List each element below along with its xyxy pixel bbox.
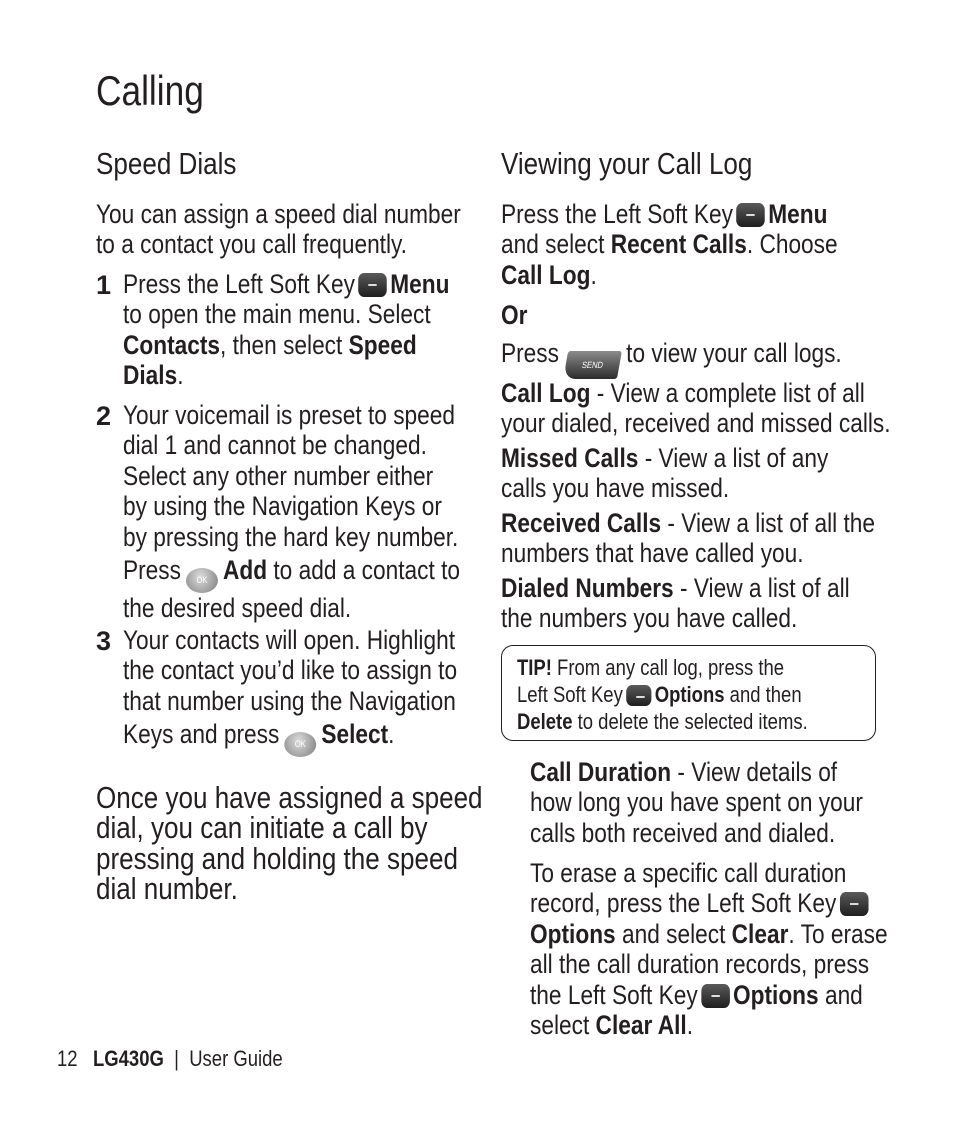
left-soft-key-icon — [736, 203, 765, 227]
step-2-text: Your voicemail is preset to speed dial 1 and cannot be changed. Select any other number either by using the Navigation Keys or by pressing the hard key number. Press OK Add to add a contact to the desired speed dial. — [123, 400, 460, 624]
step-number: 1 — [96, 270, 112, 300]
call-duration-text: Call Duration - View details of how long you have spent on your calls both received and dialed. — [530, 757, 863, 848]
step-number: 3 — [96, 626, 112, 656]
or-label: Or — [501, 300, 528, 330]
tip-box — [501, 645, 876, 741]
tip-text: TIP! From any call log, press the Left Soft Key Options and then Delete to delete the selected items. — [517, 655, 808, 734]
send-key-line: Press SEND to view your call logs. — [501, 338, 907, 379]
ok-key-icon: OK — [186, 568, 218, 593]
page-footer: 12 LG430G | User Guide — [57, 1046, 283, 1071]
call-log-intro: Press the Left Soft Key Menu and select Recent Calls. Choose Call Log. — [501, 199, 838, 290]
left-soft-key-icon — [701, 984, 730, 1008]
guide-label: User Guide — [189, 1046, 283, 1071]
page-title: Calling — [96, 67, 204, 114]
call-log-item: Received Calls - View a list of all the numbers that have called you. — [501, 508, 875, 569]
step-3-text: Your contacts will open. Highlight the contact you’d like to assign to that number using the Navigation Keys and press OK Select. — [123, 625, 521, 757]
send-key-icon: SEND — [563, 351, 622, 379]
speed-dials-intro: You can assign a speed dial number to a contact you call frequently. — [96, 199, 461, 260]
call-log-heading: Viewing your Call Log — [501, 146, 753, 181]
speed-dials-heading: Speed Dials — [96, 146, 237, 181]
page-number: 12 — [57, 1046, 78, 1071]
speed-dials-closing: Once you have assigned a speed dial, you can initiate a call by pressing and holding the speed dial number. — [96, 780, 483, 907]
call-log-item: Call Log - View a complete list of all your dialed, received and missed calls. — [501, 378, 891, 439]
left-soft-key-icon — [358, 273, 387, 297]
left-soft-key-icon — [626, 685, 651, 706]
step-number: 2 — [96, 401, 112, 431]
step-1-text: Press the Left Soft Key Menu to open the main menu. Select Contacts, then select Speed Dials. — [123, 269, 450, 391]
ok-key-icon: OK — [284, 732, 316, 757]
call-log-item: Missed Calls - View a list of any calls you have missed. — [501, 443, 829, 504]
model-name: LG430G — [92, 1046, 164, 1071]
erase-duration-text: To erase a specific call duration record, press the Left Soft Key Options and select Clear. To erase all the call duration records, press the Left Soft Key Options and select Clear All. — [530, 858, 888, 1041]
call-log-item: Dialed Numbers - View a list of all the numbers you have called. — [501, 573, 850, 634]
left-soft-key-icon — [840, 892, 869, 916]
